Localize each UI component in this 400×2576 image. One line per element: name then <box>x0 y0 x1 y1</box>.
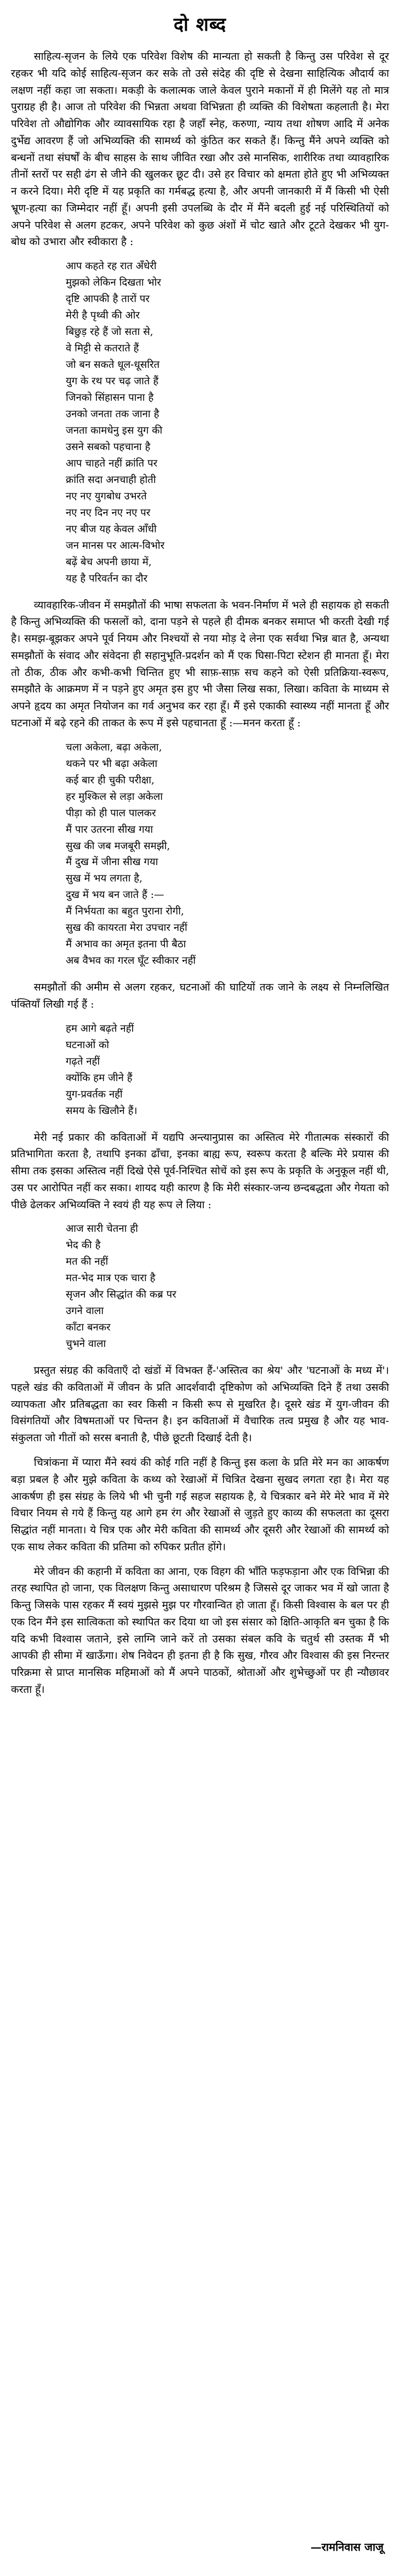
poem-line: सुख की कायरता मेरा उपचार नहीं <box>66 922 187 934</box>
paragraph: मेरी नई प्रकार की कविताओं में यद्यपि अन्त्यानुप्रास का अस्तित्व मेरे गीतात्मक संस्कारों की प्रतिभागिता करता है, तथापि इनका ढाँचा, इनका बाह्य रूप, स्वरूप करता है बल्कि मेरे प्रयास की सीमा तक इसका अस्तित्व नहीं दिखे ऐसे पूर्व-निश्चित सोचें को इस रूप के प्रकृति के अनुकूल नहीं थी, उस पर आरोपित नहीं कर सका। शायद यही कारण है कि मेरी संस्कार-जन्य छन्दबद्धता और गेयता को पीछे ढेलकर अभिव्यक्ति ने स्वयं ही यह रूप ले लिया : <box>11 1131 389 1211</box>
paragraph: समझौतों की अमीम से अलग रहकर, घटनाओं की घाटियों तक जाने के लक्ष्य से निम्नलिखित पंक्तियाँ लिखी गई हैं : <box>11 981 389 1011</box>
poem-line: जनता कामधेनु इस युग की <box>66 424 163 436</box>
poem-line: चुभने वाला <box>66 1338 106 1350</box>
poem-line: सुख की जब मजबूरी समझी, <box>66 840 170 852</box>
poem-line: गढ़ते नहीं <box>66 1055 100 1067</box>
poem-line: मैं पार उतरना सीख गया <box>66 823 153 835</box>
poem-excerpt-1 <box>11 258 389 587</box>
poem-line: आप चाहते नहीं क्रांति पर <box>66 457 158 469</box>
paragraph: प्रस्तुत संग्रह की कविताएँ दो खंडों में विभक्त हैं-'अस्तित्व का श्रेय' और 'घटनाओं के मध्य में'। पहले खंड की कविताओं में जीवन के प्रति आदर्शवादी दृष्टिकोण को अभिव्यक्ति दिने हैं तथा उसकी व्यापकता और प्रतिबद्धता का स्वर किसी न किसी रूप से मुखरित है। दूसरे खंड में युग-जीवन की विसंगतियों और विषमताओं पर चिन्तन है। इन कविताओं में वैचारिक तत्व प्रमुख है और यह भाव-संकुलता जो गीतों को सरस बनाती है, पीछे छूटती दिखाई देती है। <box>11 1364 389 1445</box>
poem-line: दुख में भय बन जाते हैं :— <box>66 889 164 901</box>
paragraph: व्यावहारिक-जीवन में समझौतों की भाषा सफलता के भवन-निर्माण में भले ही सहायक हो सकती है किन्तु अभिव्यक्ति की फसलों को, दाना पड़ने से पहले ही दीमक बनकर समाप्त भी करती देखी गई है। समझ-बूझकर अपने पूर्व नियम और निश्चयों से नया मोड़ दे लेना एक सर्वथा भिन्न बात है, अन्यथा समझौतों के संवाद और संवेदना ही सहानुभूति-प्रदर्शन को मैं एक घिसा-पिटा स्टेशन ही मानता हूँ। मेरा तो ठीक, ठीक और कभी-कभी चिन्तित हुए भी साफ़-साफ़ सच कहने को ऐसी प्रतिक्रिया-स्वरूप, समझौते के आक्रमण में न पड़ने हुए अमृत इस हुए भी जैसा लिख सका, लिखा। कविता के माध्यम से अपने हृदय का अमृत नियोजन का गर्व अनुभव कर रहा हूँ। मैं इसे एकाकी स्वास्थ्य नहीं मानता हूँ और घटनाओं में बढ़े रहने की ताकत के रूप में इसे पहचानता हूँ :—मनन करता हूँ : <box>11 599 389 729</box>
poem-excerpt-3 <box>11 1021 389 1119</box>
poem-line: मुझको लेकिन दिखता भोर <box>66 277 161 289</box>
poem-excerpt-4 <box>11 1221 389 1352</box>
poem-line: सृजन और सिद्धांत की कब्र पर <box>66 1289 176 1301</box>
paragraph: मेरे जीवन की कहानी में कविता का आना, एक विहग की भाँति फड़फड़ाना और एक विभिन्ना की तरह स्थापित हो जाना, एक विलक्षण किन्तु असाधारण परिश्रम है जिससे दूर जाकर भव में खो जाता है किन्तु जिसके पास रहकर मैं स्वयं मुझसे मुझ पर गौरवान्वित हो जाता हूँ। किसी विश्वास के बल पर ही एक दिन मैंने इस सात्विकता को स्थापित कर दिया था जो इस संसार को क्षिति-आकृति बन चुका है कि यदि कभी विश्वास जताने, इसे लाग्नि जाने करें तो उसका संबल कवि के चतुर्थ सी उस्तक मैं भी आपकी ही सीमा में खाऊँगा। शेष निवेदन ही इतना ही है कि सुख, गौरव और विश्वास की इस निरन्तर परिक्रमा से प्राप्त मानसिक महिमाओं को मैं अपने पाठकों, श्रोताओं और शुभेच्छुओं पर ही न्यौछावर करता हूँ। <box>11 1565 389 1696</box>
poem-excerpt-2 <box>11 740 389 970</box>
poem-line: भेद की है <box>66 1239 101 1252</box>
preface-section-1 <box>11 48 389 251</box>
poem-line: मैं निर्भयता का बहुत पुराना रोगी, <box>66 906 184 918</box>
poem-line: क्योंकि हम जीने हैं <box>66 1072 133 1084</box>
poem-line: आप कहते रह रात अँधेरी <box>66 260 157 272</box>
poem-line: मत की नहीं <box>66 1256 108 1268</box>
paragraph: साहित्य-सृजन के लिये एक परिवेश विशेष की मान्यता हो सकती है किन्तु उस परिवेश से दूर रहकर भी यदि कोई साहित्य-सृजन कर सके तो उसे संदेह की दृष्टि से देखना साहित्यिक औदार्य का लक्षण नहीं कहा जा सकता। मकड़ी के कलात्मक जाले केवल पुराने मकानों में ही मिलेंगे यह तो मात्र पुराग्रह ही है। आज तो परिवेश की भिन्नता अथवा विभिन्नता ही व्यक्ति की विशेषता कहलाती है। मेरा परिवेश तो औद्योगिक और व्यावसायिक रहा है जहाँ स्नेह, करुणा, न्याय तथा शोषण आदि में अनेक दुर्भेद्य आवरण हैं जो अभिव्यक्ति की सामर्थ्य को कुंठित कर सकते हैं। किन्तु मैंने अपने व्यक्ति को बन्धनों तथा संघर्षों के बीच साहस के साथ जीवित रखा और उसे मानसिक, शारीरिक तथा व्यावहारिक तीनों स्तरों पर सही ढंग से जीने की खुलकर छूट दी। उसे हर विचार को क्षमता होते हुए भी अभिव्यक्त न करने दिया। मेरी दृष्टि में यह प्रकृति का गर्मबद्ध हत्या है, और अपनी जानकारी में मैं किसी भी ऐसी भ्रूण-हत्या का जिम्मेदार नहीं हूँ। अपनी इसी उपलब्धि के दौर में मैंने बदली हुई नई परिस्थितियों को अपने परिवेश से अलग हटकर, अपने परिवेश को कुछ अंशों में चोट खाते और टूटते देखकर भी युग-बोध को उभारा और स्वीकारा है : <box>11 50 389 248</box>
poem-line: मैं अभाव का अमृत इतना पी बैठा <box>66 939 186 951</box>
poem-line: जन मानस पर आत्म-विभोर <box>66 539 165 551</box>
poem-line: उगने वाला <box>66 1305 104 1317</box>
poem-line: हम आगे बढ़ते नहीं <box>66 1022 134 1034</box>
poem-line: कई बार ही चुकी परीक्षा, <box>66 774 155 786</box>
document-title: दो शब्द <box>173 14 227 36</box>
poem-line: सुख में भय लगता है, <box>66 873 142 885</box>
poem-line: घटनाओं को <box>66 1039 110 1051</box>
poem-line: नए बीज यह केवल आँधी <box>66 523 157 535</box>
poem-line: यह है परिवर्तन का दौर <box>66 572 148 584</box>
poem-line: उनको जनता तक जाना है <box>66 408 159 420</box>
poem-line: नए नए दिन नए नए पर <box>66 507 151 519</box>
poem-line: बढ़ें बेच अपनी छाया में, <box>66 556 152 568</box>
poem-line: दृष्टि आपकी है तारों पर <box>66 293 150 305</box>
poem-line: अब वैभव का गरल घूँट स्वीकार नहीं <box>66 955 196 967</box>
author-signature: —रामनिवास जाजू <box>310 2540 384 2554</box>
poem-line: युग के रथ पर चढ़ जाते हैं <box>66 375 159 387</box>
poem-line: आज सारी चेतना ही <box>66 1223 138 1235</box>
poem-line: समय के खिलौने हैं। <box>66 1105 138 1117</box>
poem-line: उसने सबको पहचाना है <box>66 441 151 453</box>
paragraph: चित्रांकना में प्यारा मैंने स्वयं की कोई गति नहीं है किन्तु इस कला के प्रति मेरे मन का आकर्षण बड़ा प्रबल है और मुझे कविता के कथ्य को रेखाओं में चित्रित देखना सुखद लगता रहा है। मेरा यह आकर्षण ही इस संग्रह के लिये भी भी चुनी गई सहज सहायक है, ये चित्रकार बने मेरे मेरे भाव में मेरे विचार नियम से गये हैं किन्तु यह आगे हम रंग और रेखाओं से जुड़ते हुए काव्य की सफलता का दूसरा सिद्धांत नहीं मानता। ये चित्र एक और मेरी कविता की सामर्थ्य और दूसरी और रेखाओं की सामर्थ्य को एक साथ लेकर कविता की प्रतिमा को रुपिकर प्रतीत होंगे। <box>11 1457 389 1553</box>
poem-line: बिछुड़ रहे हैं जो सता से, <box>66 326 153 338</box>
preface-section-3 <box>11 979 389 1013</box>
preface-section-4 <box>11 1129 389 1214</box>
poem-line: काँटा बनकर <box>66 1322 111 1334</box>
preface-section-5 <box>11 1362 389 1698</box>
poem-line: पीड़ा को ही पाल पालकर <box>66 807 156 819</box>
poem-line: वे मिट्टी से कतराते हैं <box>66 343 139 355</box>
poem-line: थकने पर भी बढ़ा अकेला <box>66 758 158 770</box>
poem-line: मेरी है पृथ्वी की ओर <box>66 310 140 322</box>
poem-line: नए नए युगबोध उभरते <box>66 490 147 502</box>
poem-line: क्रांति सदा अनचाही होती <box>66 474 156 486</box>
preface-section-2 <box>11 597 389 732</box>
poem-line: युग-प्रवर्तक नहीं <box>66 1088 123 1100</box>
poem-line: हर मुश्किल से लड़ा अकेला <box>66 791 163 803</box>
poem-line: जिनको सिंहासन पाना है <box>66 391 154 403</box>
poem-line: जो बन सकते धूल-धूसरित <box>66 359 160 371</box>
poem-line: चला अकेला, बढ़ा अकेला, <box>66 741 162 753</box>
poem-line: मत-भेद मात्र एक चारा है <box>66 1272 156 1284</box>
poem-line: मैं दुख में जीना सीख गया <box>66 856 158 868</box>
